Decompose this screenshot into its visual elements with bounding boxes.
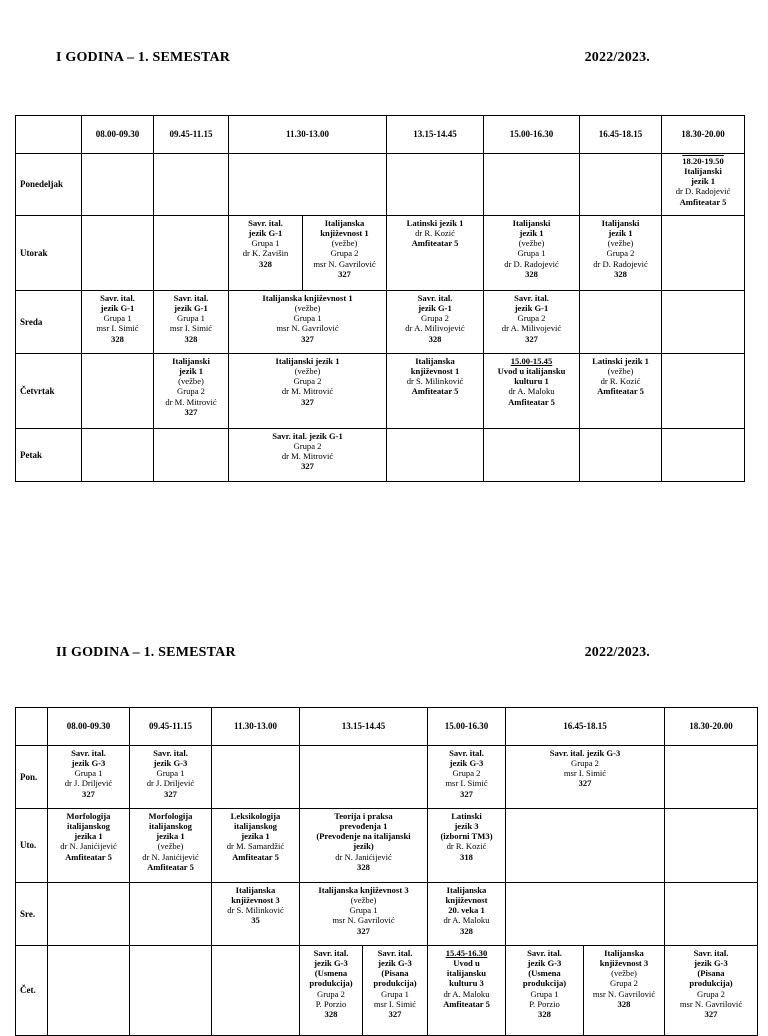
cell-text-line: Italijanski bbox=[684, 166, 722, 177]
cell-text-line: Grupa 2 bbox=[697, 988, 725, 999]
table-row bbox=[16, 291, 745, 354]
class-cell bbox=[303, 216, 387, 291]
cell-text-line: Savr. ital. bbox=[71, 748, 106, 758]
empty-cell bbox=[82, 216, 154, 291]
cell-text-line: jezik 1 bbox=[608, 228, 633, 239]
empty-cell bbox=[154, 429, 229, 482]
time-header: 15.00-16.30 bbox=[428, 708, 506, 746]
empty-cell bbox=[82, 154, 154, 216]
empty-cell bbox=[580, 154, 662, 216]
cell-text-line: Uvod u italijansku bbox=[497, 366, 566, 377]
empty-cell bbox=[506, 883, 665, 946]
cell-text-line: Italijanska bbox=[604, 948, 644, 958]
empty-cell bbox=[665, 746, 758, 809]
cell-text-line: (vežbe) bbox=[518, 238, 545, 249]
empty-cell bbox=[580, 291, 662, 354]
empty-cell bbox=[662, 429, 745, 482]
cell-text-line: jezika 1 bbox=[241, 831, 270, 842]
class-cell bbox=[506, 746, 665, 809]
cell-text-line: Grupa 2 bbox=[421, 313, 449, 324]
cell-text-line: Grupa 2 bbox=[571, 758, 599, 769]
cell-text-line: produkcija) bbox=[689, 978, 733, 989]
time-header: 13.15-14.45 bbox=[300, 708, 428, 746]
cell-text-line: Morfologija bbox=[148, 811, 193, 821]
cell-text-line: jezik G-3 bbox=[378, 958, 412, 969]
cell-text-line: Amfiteatar 5 bbox=[411, 386, 459, 397]
table-row bbox=[16, 216, 745, 291]
cell-text-line: 20. veka 1 bbox=[448, 905, 485, 916]
cell-text-line: Amfiteatar 5 bbox=[508, 396, 555, 407]
table-row bbox=[16, 354, 745, 429]
cell-text-line: msr N. Gavrilović bbox=[332, 915, 395, 926]
empty-cell bbox=[82, 354, 154, 429]
cell-text-line: Italijanska književnost 1 bbox=[262, 293, 353, 303]
cell-text-line: jezik G-3 bbox=[527, 958, 562, 969]
cell-text-line: Savr. ital. bbox=[100, 293, 135, 303]
day-label: Pon. bbox=[16, 746, 48, 809]
time-header: 08.00-09.30 bbox=[48, 708, 130, 746]
day-label: Čet. bbox=[16, 946, 48, 1036]
empty-cell bbox=[300, 746, 428, 809]
cell-text-line: Grupa 2 bbox=[330, 248, 359, 259]
cell-text-line: dr S. Milinković bbox=[227, 905, 284, 916]
cell-text-line: (Usmena bbox=[314, 968, 348, 979]
cell-text-line: kulturu 1 bbox=[514, 376, 549, 387]
section-1-title: I GODINA – 1. SEMESTAR bbox=[56, 50, 231, 65]
cell-text-line: msr N. Gavrilović bbox=[679, 998, 743, 1009]
section-2-year: 2022/2023. bbox=[584, 645, 650, 660]
cell-text-line: Savr. ital. bbox=[313, 948, 349, 958]
cell-text-line: dr A. Milivojević bbox=[405, 323, 465, 334]
cell-text-line: dr N. Janićijević bbox=[60, 841, 117, 852]
cell-text-line: 15.00-15.45 bbox=[510, 356, 553, 366]
cell-text-line: dr J. Driljević bbox=[146, 778, 195, 789]
cell-text-line: književnost bbox=[445, 895, 488, 906]
empty-cell bbox=[387, 429, 484, 482]
cell-text-line: Grupa 2 bbox=[452, 768, 481, 779]
cell-text-line: dr D. Radojević bbox=[504, 258, 559, 269]
cell-text-line: Grupa 1 bbox=[177, 313, 205, 324]
cell-text-line: dr A. Milivojević bbox=[501, 323, 562, 334]
cell-text-line: dr N. Janićijević bbox=[335, 851, 392, 862]
class-cell bbox=[154, 354, 229, 429]
class-cell bbox=[130, 809, 212, 883]
cell-text-line: italijanskog bbox=[234, 821, 277, 832]
empty-cell bbox=[82, 429, 154, 482]
cell-text-line: msr I. Simić bbox=[563, 768, 607, 779]
time-header: 16.45-18.15 bbox=[506, 708, 665, 746]
cell-text-line: (Pisana bbox=[697, 968, 725, 979]
cell-text-line: Italijanska bbox=[415, 356, 455, 366]
cell-text-line: jezik 3 bbox=[454, 821, 479, 832]
class-cell bbox=[662, 154, 745, 216]
class-cell bbox=[154, 291, 229, 354]
class-cell bbox=[428, 946, 506, 1036]
cell-text-line: P. Porzio bbox=[529, 998, 560, 1009]
cell-text-line: književnost 3 bbox=[231, 895, 280, 906]
day-label: Petak bbox=[16, 429, 82, 482]
cell-text-line: 327 bbox=[578, 778, 592, 789]
cell-text-line: Savr. ital. bbox=[514, 293, 549, 303]
cell-text-line: 328 bbox=[324, 1008, 338, 1019]
time-header: 16.45-18.15 bbox=[580, 116, 662, 154]
cell-text-line: dr N. Janićijević bbox=[142, 851, 199, 862]
cell-text-line: Savr. ital. bbox=[248, 218, 283, 228]
table-header-row bbox=[16, 116, 745, 154]
cell-text-line: dr D. Radojević bbox=[593, 258, 648, 269]
cell-text-line: Latinski jezik 1 bbox=[406, 218, 464, 228]
cell-text-line: 327 bbox=[525, 333, 538, 344]
empty-cell bbox=[387, 154, 484, 216]
cell-text-line: dr S. Milinković bbox=[406, 376, 464, 387]
cell-text-line: (Pisana bbox=[381, 968, 409, 979]
cell-text-line: produkcija) bbox=[373, 978, 417, 989]
cell-text-line: Savr. ital. bbox=[693, 948, 729, 958]
cell-text-line: 328 bbox=[184, 333, 198, 344]
cell-text-line: 327 bbox=[704, 1008, 718, 1019]
class-cell bbox=[387, 216, 484, 291]
cell-text-line: 328 bbox=[428, 333, 442, 344]
cell-text-line: (vežbe) bbox=[157, 841, 184, 852]
cell-text-line: 327 bbox=[82, 788, 95, 799]
day-label: Sreda bbox=[16, 291, 82, 354]
class-cell bbox=[300, 883, 428, 946]
empty-cell bbox=[506, 809, 665, 883]
cell-text-line: msr N. Gavrilović bbox=[276, 323, 339, 334]
cell-text-line: Italijanski bbox=[512, 218, 551, 228]
cell-text-line: (vežbe) bbox=[611, 968, 637, 979]
table-row bbox=[16, 746, 758, 809]
cell-text-line: jezik) bbox=[353, 841, 374, 852]
empty-cell bbox=[665, 809, 758, 883]
cell-text-line: Grupa 2 bbox=[177, 386, 205, 397]
cell-text-line: italijanskog bbox=[67, 821, 110, 832]
cell-text-line: italijansku bbox=[446, 968, 487, 979]
class-cell bbox=[584, 946, 665, 1036]
cell-text-line: Grupa 2 bbox=[293, 441, 322, 452]
cell-text-line: jezik 1 bbox=[519, 228, 544, 239]
cell-text-line: 328 bbox=[614, 268, 627, 279]
cell-text-line: jezik G-3 bbox=[153, 758, 188, 769]
class-cell bbox=[484, 291, 580, 354]
empty-cell bbox=[484, 154, 580, 216]
day-label: Ponedeljak bbox=[16, 154, 82, 216]
class-cell bbox=[212, 809, 300, 883]
cell-text-line: 327 bbox=[164, 788, 177, 799]
cell-text-line: Grupa 2 bbox=[317, 988, 345, 999]
cell-text-line: Grupa 2 bbox=[293, 376, 322, 387]
cell-text-line: italijanskog bbox=[149, 821, 192, 832]
cell-text-line: dr A. Maloku bbox=[508, 386, 555, 397]
empty-cell bbox=[212, 946, 300, 1036]
cell-text-line: Uvod u bbox=[453, 958, 480, 969]
cell-text-line: 328 bbox=[538, 1008, 551, 1019]
cell-text-line: 327 bbox=[357, 925, 370, 936]
class-cell bbox=[428, 809, 506, 883]
class-cell bbox=[484, 216, 580, 291]
empty-cell bbox=[662, 291, 745, 354]
section-2-heading bbox=[56, 645, 650, 661]
class-cell bbox=[484, 354, 580, 429]
cell-text-line: (vežbe) bbox=[294, 303, 321, 314]
class-cell bbox=[428, 746, 506, 809]
cell-text-line: Savr. ital. bbox=[153, 748, 188, 758]
cell-text-line: dr R. Kozić bbox=[600, 376, 641, 387]
class-cell bbox=[506, 946, 584, 1036]
cell-text-line: Grupa 2 bbox=[517, 313, 546, 324]
cell-text-line: dr R. Kozić bbox=[415, 228, 455, 239]
table-row bbox=[16, 429, 745, 482]
cell-text-line: 327 bbox=[338, 268, 351, 279]
cell-text-line: jezik G-1 bbox=[514, 303, 549, 314]
corner-cell bbox=[16, 116, 82, 154]
cell-text-line: Grupa 1 bbox=[349, 905, 378, 916]
cell-text-line: msr N. Gavrilović bbox=[592, 988, 656, 999]
table-header-row bbox=[16, 708, 758, 746]
cell-text-line: jezik G-1 bbox=[418, 303, 452, 314]
cell-text-line: kulturu 3 bbox=[449, 978, 484, 989]
day-label: Uto. bbox=[16, 809, 48, 883]
cell-text-line: (Usmena bbox=[528, 968, 561, 979]
cell-text-line: jezik G-1 bbox=[174, 303, 208, 314]
class-cell bbox=[229, 291, 387, 354]
cell-text-line: dr A. Maloku bbox=[443, 915, 490, 926]
empty-cell bbox=[662, 354, 745, 429]
cell-text-line: Italijanska bbox=[446, 885, 487, 895]
cell-text-line: Italijanska bbox=[324, 218, 365, 228]
cell-text-line: Grupa 1 bbox=[251, 238, 280, 249]
empty-cell bbox=[130, 883, 212, 946]
class-cell bbox=[229, 354, 387, 429]
cell-text-line: jezik 1 bbox=[178, 366, 204, 377]
class-cell bbox=[212, 883, 300, 946]
cell-text-line: Grupa 1 bbox=[381, 988, 409, 999]
empty-cell bbox=[48, 946, 130, 1036]
cell-text-line: Grupa 1 bbox=[517, 248, 546, 259]
cell-text-line: 318 bbox=[460, 851, 473, 862]
cell-text-line: Savr. ital. bbox=[417, 293, 453, 303]
cell-text-line: (vežbe) bbox=[294, 366, 321, 377]
cell-text-line: jezik G-3 bbox=[449, 758, 484, 769]
cell-text-line: Grupa 1 bbox=[103, 313, 132, 324]
cell-text-line: dr K. Zavišin bbox=[242, 248, 289, 259]
cell-text-line: Amfiteatar 5 bbox=[597, 386, 644, 397]
cell-text-line: književnost 1 bbox=[410, 366, 460, 377]
cell-text-line: (Prevođenje na italijanski bbox=[316, 831, 411, 842]
section-2-title: II GODINA – 1. SEMESTAR bbox=[56, 645, 236, 660]
cell-text-line: dr M. Mitrović bbox=[165, 396, 217, 407]
class-cell bbox=[229, 429, 387, 482]
table-row bbox=[16, 946, 758, 1036]
empty-cell bbox=[154, 154, 229, 216]
empty-cell bbox=[484, 429, 580, 482]
time-header: 08.00-09.30 bbox=[82, 116, 154, 154]
class-cell bbox=[428, 883, 506, 946]
cell-text-line: 328 bbox=[259, 258, 272, 269]
class-cell bbox=[580, 216, 662, 291]
class-cell bbox=[48, 809, 130, 883]
cell-text-line: Savr. ital. jezik G-1 bbox=[272, 431, 343, 441]
time-header: 09.45-11.15 bbox=[154, 116, 229, 154]
cell-text-line: Grupa 1 bbox=[530, 988, 559, 999]
cell-text-line: Leksikologija bbox=[230, 811, 281, 821]
cell-text-line: prevođenja 1 bbox=[339, 821, 388, 832]
day-label: Četvrtak bbox=[16, 354, 82, 429]
cell-text-line: jezik G-1 bbox=[100, 303, 135, 314]
time-header: 11.30-13.00 bbox=[229, 116, 387, 154]
cell-text-line: 327 bbox=[301, 333, 314, 344]
cell-text-line: dr J. Driljević bbox=[64, 778, 113, 789]
cell-text-line: dr A. Maloku bbox=[443, 988, 490, 999]
cell-text-line: Italijanski jezik 1 bbox=[275, 356, 340, 366]
cell-text-line: Latinski jezik 1 bbox=[592, 356, 649, 366]
section-1-heading bbox=[56, 50, 650, 66]
empty-cell bbox=[154, 216, 229, 291]
cell-text-line: Savr. ital. bbox=[449, 748, 484, 758]
cell-text-line: 327 bbox=[460, 788, 473, 799]
cell-text-line: 327 bbox=[184, 406, 198, 417]
cell-text-line: dr M. Mitrović bbox=[281, 386, 334, 397]
cell-text-line: 18.20-19.50 bbox=[682, 156, 724, 166]
cell-text-line: Italijanska književnost 3 bbox=[318, 885, 409, 895]
class-cell bbox=[300, 809, 428, 883]
cell-text-line: produkcija) bbox=[309, 978, 353, 989]
cell-text-line: Savr. ital. bbox=[173, 293, 209, 303]
cell-text-line: jezika 1 bbox=[156, 831, 185, 842]
cell-text-line: msr I. Simić bbox=[373, 998, 417, 1009]
cell-text-line: Italijanski bbox=[172, 356, 210, 366]
cell-text-line: msr I. Simić bbox=[96, 323, 139, 334]
class-cell bbox=[363, 946, 428, 1036]
cell-text-line: jezik G-3 bbox=[694, 958, 728, 969]
cell-text-line: jezik G-3 bbox=[314, 958, 348, 969]
cell-text-line: (vežbe) bbox=[350, 895, 377, 906]
empty-cell bbox=[212, 746, 300, 809]
cell-text-line: Teorija i praksa bbox=[334, 811, 393, 821]
cell-text-line: 15.45-16.30 bbox=[445, 948, 488, 958]
cell-text-line: 327 bbox=[301, 461, 314, 472]
cell-text-line: 328 bbox=[111, 333, 124, 344]
time-header: 09.45-11.15 bbox=[130, 708, 212, 746]
cell-text-line: dr M. Samardžić bbox=[226, 841, 285, 852]
cell-text-line: 328 bbox=[617, 998, 631, 1009]
cell-text-line: Grupa 1 bbox=[293, 313, 322, 324]
class-cell bbox=[387, 291, 484, 354]
time-header: 15.00-16.30 bbox=[484, 116, 580, 154]
cell-text-line: (vežbe) bbox=[331, 238, 358, 249]
time-header: 18.30-20.00 bbox=[662, 116, 745, 154]
empty-cell bbox=[48, 883, 130, 946]
cell-text-line: dr D. Radojević bbox=[675, 186, 731, 197]
cell-text-line: 327 bbox=[301, 396, 314, 407]
cell-text-line: 327 bbox=[388, 1008, 402, 1019]
cell-text-line: Grupa 1 bbox=[74, 768, 103, 779]
cell-text-line: msr I. Simić bbox=[169, 323, 213, 334]
cell-text-line: msr I. Simić bbox=[445, 778, 488, 789]
class-cell bbox=[300, 946, 363, 1036]
empty-cell bbox=[662, 216, 745, 291]
class-cell bbox=[48, 746, 130, 809]
cell-text-line: jezika 1 bbox=[74, 831, 103, 842]
cell-text-line: Morfologija bbox=[66, 811, 111, 821]
schedule-table-year-1 bbox=[15, 115, 745, 482]
table-row bbox=[16, 809, 758, 883]
cell-text-line: Grupa 2 bbox=[610, 978, 638, 989]
table-row bbox=[16, 154, 745, 216]
class-cell bbox=[387, 354, 484, 429]
cell-text-line: 328 bbox=[357, 861, 370, 872]
cell-text-line: 328 bbox=[460, 925, 473, 936]
cell-text-line: Savr. ital. jezik G-3 bbox=[549, 748, 621, 758]
cell-text-line: (vežbe) bbox=[607, 238, 634, 249]
cell-text-line: 328 bbox=[525, 268, 538, 279]
cell-text-line: 35 bbox=[251, 915, 260, 926]
schedule-table-year-2 bbox=[15, 707, 758, 1036]
section-1-year: 2022/2023. bbox=[584, 50, 650, 65]
time-header: 13.15-14.45 bbox=[387, 116, 484, 154]
cell-text-line: Amfiteatar 5 bbox=[147, 861, 194, 872]
cell-text-line: književnost 1 bbox=[320, 228, 369, 239]
time-header: 11.30-13.00 bbox=[212, 708, 300, 746]
cell-text-line: književnost 3 bbox=[599, 958, 649, 969]
class-cell bbox=[82, 291, 154, 354]
cell-text-line: (vežbe) bbox=[178, 376, 204, 387]
day-label: Sre. bbox=[16, 883, 48, 946]
empty-cell bbox=[665, 883, 758, 946]
cell-text-line: Italijanska bbox=[235, 885, 276, 895]
cell-text-line: (vežbe) bbox=[607, 366, 634, 377]
cell-text-line: jezik 1 bbox=[690, 176, 716, 187]
cell-text-line: Amfiteatar 5 bbox=[443, 998, 490, 1009]
cell-text-line: Savr. ital. bbox=[527, 948, 562, 958]
cell-text-line: (izborni TM3) bbox=[440, 831, 493, 842]
cell-text-line: jezik G-3 bbox=[71, 758, 106, 769]
cell-text-line: Latinski bbox=[451, 811, 482, 821]
class-cell bbox=[665, 946, 758, 1036]
cell-text-line: Italijanski bbox=[601, 218, 640, 228]
cell-text-line: Amfiteatar 5 bbox=[411, 238, 459, 249]
day-label: Utorak bbox=[16, 216, 82, 291]
cell-text-line: Amfiteatar 5 bbox=[232, 851, 279, 862]
empty-cell bbox=[130, 946, 212, 1036]
cell-text-line: jezik G-1 bbox=[248, 228, 283, 239]
cell-text-line: Savr. ital. bbox=[377, 948, 413, 958]
table-row bbox=[16, 883, 758, 946]
cell-text-line: dr M. Mitrović bbox=[281, 451, 334, 462]
time-header: 18.30-20.00 bbox=[665, 708, 758, 746]
class-cell bbox=[580, 354, 662, 429]
class-cell bbox=[130, 746, 212, 809]
cell-text-line: produkcija) bbox=[522, 978, 567, 989]
cell-text-line: Amfiteatar 5 bbox=[679, 196, 727, 207]
cell-text-line: Amfiteatar 5 bbox=[65, 851, 112, 862]
empty-cell bbox=[580, 429, 662, 482]
class-cell bbox=[229, 216, 303, 291]
cell-text-line: Grupa 2 bbox=[606, 248, 635, 259]
cell-text-line: dr R. Kozić bbox=[446, 841, 487, 852]
corner-cell bbox=[16, 708, 48, 746]
cell-text-line: Grupa 1 bbox=[156, 768, 185, 779]
cell-text-line: P. Porzio bbox=[315, 998, 347, 1009]
cell-text-line: msr N. Gavrilović bbox=[313, 258, 376, 269]
empty-cell bbox=[229, 154, 387, 216]
